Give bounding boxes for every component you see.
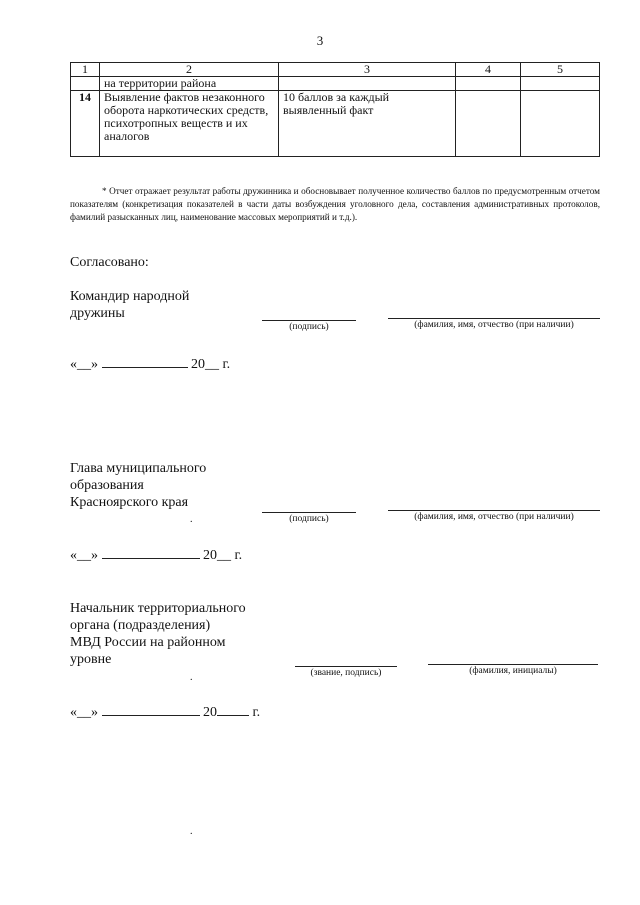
date-field: «__» 20__ г. [70, 357, 231, 372]
date-field: «__» 20 г. [70, 705, 261, 720]
date-field: «__» 20__ г. [70, 548, 243, 563]
table-header-row [71, 63, 600, 77]
signature-line [262, 512, 356, 513]
name-line [388, 318, 600, 319]
page-number: 3 [316, 33, 324, 48]
signature-line [295, 666, 397, 667]
signature-caption: (подпись) [289, 514, 329, 524]
signatory-title: Начальник территориального органа (подразделения) МВД России на районном уровне [70, 601, 246, 667]
agreed-heading: Согласовано: [70, 255, 149, 270]
name-line [428, 664, 598, 665]
name-caption: (фамилия, имя, отчество (при наличии) [414, 320, 574, 330]
table-header-cell: 5 [521, 63, 600, 77]
signature-line [262, 320, 356, 321]
signature-caption: (подпись) [289, 322, 329, 332]
table-row [71, 77, 600, 91]
table-cell-indicator: Выявление фактов незаконного оборота наркотических средств, психотропных веществ и их аналогов [100, 91, 279, 157]
table-cell-number: 14 [71, 91, 100, 157]
signature-caption: (звание, подпись) [310, 668, 382, 678]
signatory-title: Глава муниципального образования Красноярского края [70, 461, 207, 510]
indicators-table [70, 62, 600, 157]
table-cell-continuation: на территории района [100, 77, 279, 91]
table-header-cell: 1 [71, 63, 100, 77]
name-caption: (фамилия, инициалы) [469, 666, 557, 676]
footnote: * Отчет отражает результат работы дружинника и обосновывает полученное количество баллов по предусмотренным отчетом показателям (конкретизация показателей в части даты возбуждения уголовного дела, составления административных протоколов, фамилий разысканных лиц, наименование массовых мероприятий и т.д.). [70, 186, 600, 222]
table-row [71, 91, 600, 157]
table-header-cell: 2 [100, 63, 279, 77]
table-cell-points: 10 баллов за каждый выявленный факт [279, 91, 456, 157]
signatory-title: Командир народной дружины [70, 289, 190, 321]
table-header-cell: 3 [279, 63, 456, 77]
name-line [388, 510, 600, 511]
table-header-cell: 4 [456, 63, 521, 77]
name-caption: (фамилия, имя, отчество (при наличии) [414, 512, 574, 522]
